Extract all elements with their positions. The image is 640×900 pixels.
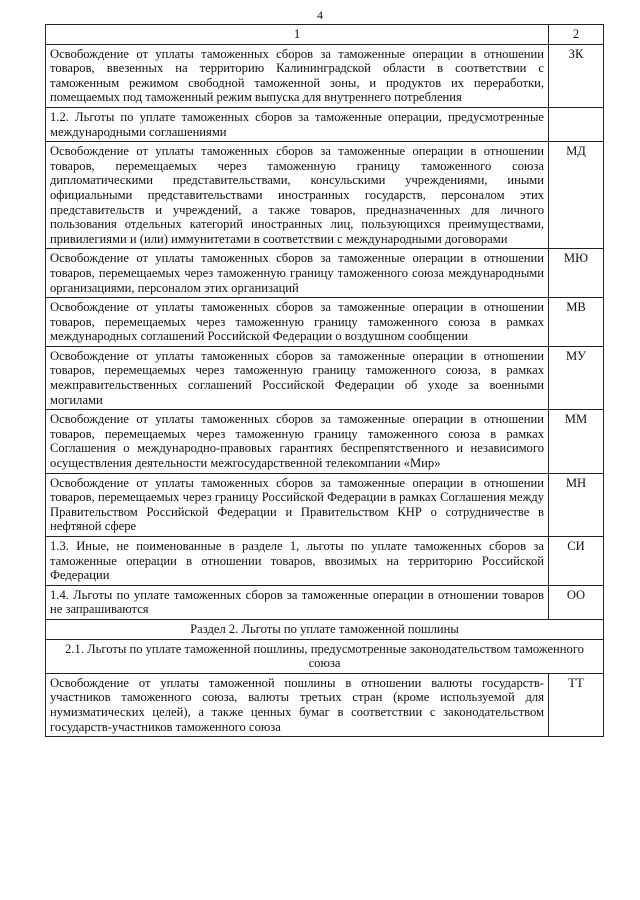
benefit-description: Освобождение от уплаты таможенных сборов за таможенные операции в отношении товаров, перемещаемых через таможенную границу таможенного союза в рамках Соглашения о международно-правовых гарантиях беспрепятственного и независимого осуществления деятельности межгосударственной телекомпании «Мир» bbox=[46, 410, 549, 473]
table-row bbox=[46, 249, 604, 298]
benefit-description: Освобождение от уплаты таможенных сборов за таможенные операции в отношении товаров, перемещаемых через таможенную границу таможенного союза в рамках международных соглашений Российской Федерации о воздушном сообщении bbox=[46, 298, 549, 347]
benefit-description: Освобождение от уплаты таможенных сборов за таможенные операции в отношении товаров, перемещаемых через таможенную границу таможенного союза международными организациями, персоналом этих организаций bbox=[46, 249, 549, 298]
benefit-description: Освобождение от уплаты таможенных сборов за таможенные операции в отношении товаров, перемещаемых через таможенную границу таможенного союза, в рамках межправительственных соглашений Российской Федерации об уходе за военными могилами bbox=[46, 346, 549, 409]
benefit-code: МД bbox=[549, 142, 604, 249]
benefit-code: МУ bbox=[549, 346, 604, 409]
table-row bbox=[46, 346, 604, 409]
benefit-description: 1.4. Льготы по уплате таможенных сборов за таможенные операции в отношении товаров не запрашиваются bbox=[46, 585, 549, 619]
benefit-code: ММ bbox=[549, 410, 604, 473]
table-row bbox=[46, 107, 604, 141]
table-row bbox=[46, 585, 604, 619]
benefit-code: СИ bbox=[549, 537, 604, 586]
benefit-code: ОО bbox=[549, 585, 604, 619]
section-heading-row bbox=[46, 639, 604, 673]
benefit-code: МН bbox=[549, 473, 604, 536]
benefit-description: Освобождение от уплаты таможенных сборов за таможенные операции в отношении товаров, перемещаемых через границу Российской Федерации в рамках Соглашения между Правительством Российской Федерации и Правительством КНР о сотрудничестве в нефтяной сфере bbox=[46, 473, 549, 536]
benefit-code: МЮ bbox=[549, 249, 604, 298]
table-row bbox=[46, 473, 604, 536]
benefit-code: ТТ bbox=[549, 673, 604, 736]
benefit-description: Освобождение от уплаты таможенных сборов за таможенные операции в отношении товаров, перемещаемых через таможенную границу таможенного союза дипломатическими представительствами, консульскими учреждениями, иными официальными представительствами иностранных государств, персоналом этих представительств и учреждений, а также товаров, предназначенных для личного пользования отдельных категорий иностранных лиц, пользующихся преимуществами, привилегиями и (или) иммунитетами в соответствии с международными договорами bbox=[46, 142, 549, 249]
benefit-code: ЗК bbox=[549, 44, 604, 107]
table-row bbox=[46, 142, 604, 249]
benefit-codes-table bbox=[45, 24, 604, 737]
table-row bbox=[46, 44, 604, 107]
column-header-1: 1 bbox=[46, 25, 549, 45]
table-row bbox=[46, 298, 604, 347]
section-heading: 2.1. Льготы по уплате таможенной пошлины, предусмотренные законодательством таможенного союза bbox=[46, 639, 604, 673]
table-row bbox=[46, 673, 604, 736]
table-row bbox=[46, 410, 604, 473]
benefit-description: 1.2. Льготы по уплате таможенных сборов за таможенные операции, предусмотренные международными соглашениями bbox=[46, 107, 549, 141]
benefit-description: 1.3. Иные, не поименованные в разделе 1, льготы по уплате таможенных сборов за таможенные операции в отношении товаров, ввозимых на территорию Российской Федерации bbox=[46, 537, 549, 586]
benefit-description: Освобождение от уплаты таможенной пошлины в отношении валюты государств-участников таможенного союза, валюты третьих стран (кроме используемой для нумизматических целей), а также ценных бумаг в соответствии с законодательством государств-участников таможенного союза bbox=[46, 673, 549, 736]
section-heading: Раздел 2. Льготы по уплате таможенной пошлины bbox=[46, 619, 604, 639]
benefit-code: МВ bbox=[549, 298, 604, 347]
section-heading-row bbox=[46, 619, 604, 639]
table-row bbox=[46, 537, 604, 586]
benefit-description: Освобождение от уплаты таможенных сборов за таможенные операции в отношении товаров, ввезенных на территорию Калининградской области в соответствии с таможенным режимом свободной таможенной зоны, и продуктов их переработки, помещаемых под таможенный режим выпуска для внутреннего потребления bbox=[46, 44, 549, 107]
page-number: 4 bbox=[317, 8, 323, 22]
benefit-code bbox=[549, 107, 604, 141]
column-header-2: 2 bbox=[549, 25, 604, 45]
header-row bbox=[46, 25, 604, 45]
